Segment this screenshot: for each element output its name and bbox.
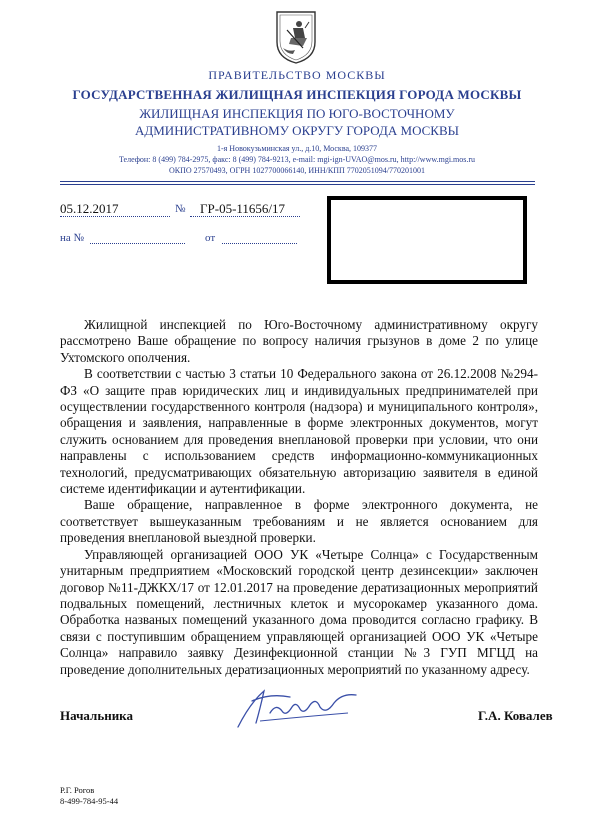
reply-to-label: на № (60, 232, 85, 244)
executor-phone: 8-499-784-95-44 (60, 796, 119, 806)
government-name: ПРАВИТЕЛЬСТВО МОСКВЫ (208, 68, 386, 82)
body-paragraph: Ваше обращение, направленное в форме электронного документа, не соответствует вышеуказанным требованиям и не является основанием для проведения внеплановой выездной проверки. (60, 497, 538, 546)
reply-date-underline (222, 243, 297, 244)
redacted-addressee-inner (331, 200, 523, 280)
number-sign-label: № (175, 203, 186, 215)
signatory-title: Начальника (60, 708, 133, 723)
letter-date: 05.12.2017 (60, 201, 119, 216)
registry-codes: ОКПО 27570493, ОГРН 1027700066140, ИНН/КПП 7702051094/770201001 (169, 166, 425, 175)
number-underline (190, 216, 300, 217)
letter-body (60, 317, 538, 678)
inspection-name: ГОСУДАРСТВЕННАЯ ЖИЛИЩНАЯ ИНСПЕКЦИЯ ГОРОДА МОСКВЫ (72, 87, 522, 102)
executor-name: Р.Г. Рогов (60, 785, 95, 795)
body-paragraph: Управляющей организацией ООО УК «Четыре Солнца» с Государственным унитарным предприятием «Московский городской центр дезинсекции» заключен договор №11-ДЖКХ/17 от 12.01.2017 на проведение дератизационных мероприятий подвальных помещений, лестничных клеток и мусорокамер указанного дома. Обработка названых помещений указанного дома проводится согласно графику. В связи с поступившим обращением управляющей организацией ООО УК «Четыре Солнца» направило заявку Дезинфекционной станции №3 ГУП МГЦД на проведение дополнительных дератизационных мероприятий по указанному адресу. (60, 546, 538, 677)
signatory-name: Г.А. Ковалев (478, 708, 553, 723)
moscow-coat-of-arms-icon (273, 8, 319, 64)
body-paragraph: Жилищной инспекцией по Юго-Восточному административному округу рассмотрено Ваше обращение по вопросу наличия грызунов в доме 2 по улице Ухтомского ополчения. (60, 317, 538, 365)
reply-from-label: от (205, 232, 216, 244)
body-paragraph: В соответствии с частью 3 статьи 10 Федерального закона от 26.12.2008 №294-ФЗ «О защите прав юридических лиц и индивидуальных предпринимателей при осуществлении государственного контроля (надзора) и муниципального контроля», обращения и заявления, направленные в форме электронных документов, могут служить основанием для проведения внеплановой проверки при условии, что они направлены с использованием средств информационно-коммуникационных технологий, предусматривающих обязательную авторизацию заявителя в единой системе идентификации и аутентификации. (60, 366, 538, 497)
reply-number-underline (90, 243, 185, 244)
division-name-line-1: ЖИЛИЩНАЯ ИНСПЕКЦИЯ ПО ЮГО-ВОСТОЧНОМУ (139, 106, 455, 121)
office-address: 1-я Новокузьминская ул., д.10, Москва, 109377 (216, 144, 378, 153)
division-name-line-2: АДМИНИСТРАТИВНОМУ ОКРУГУ ГОРОДА МОСКВЫ (134, 123, 459, 138)
office-contacts: Телефон: 8 (499) 784-2975, факс: 8 (499) 784-9213, e-mail: mgi-ign-UVAO@mos.ru, http://www.mgi.mos.ru (118, 155, 476, 164)
handwritten-signature (230, 683, 365, 733)
letter-number: ГР-05-11656/17 (200, 201, 286, 216)
header-divider-top (60, 181, 535, 182)
date-underline (60, 216, 170, 217)
header-divider-bottom (60, 184, 535, 185)
